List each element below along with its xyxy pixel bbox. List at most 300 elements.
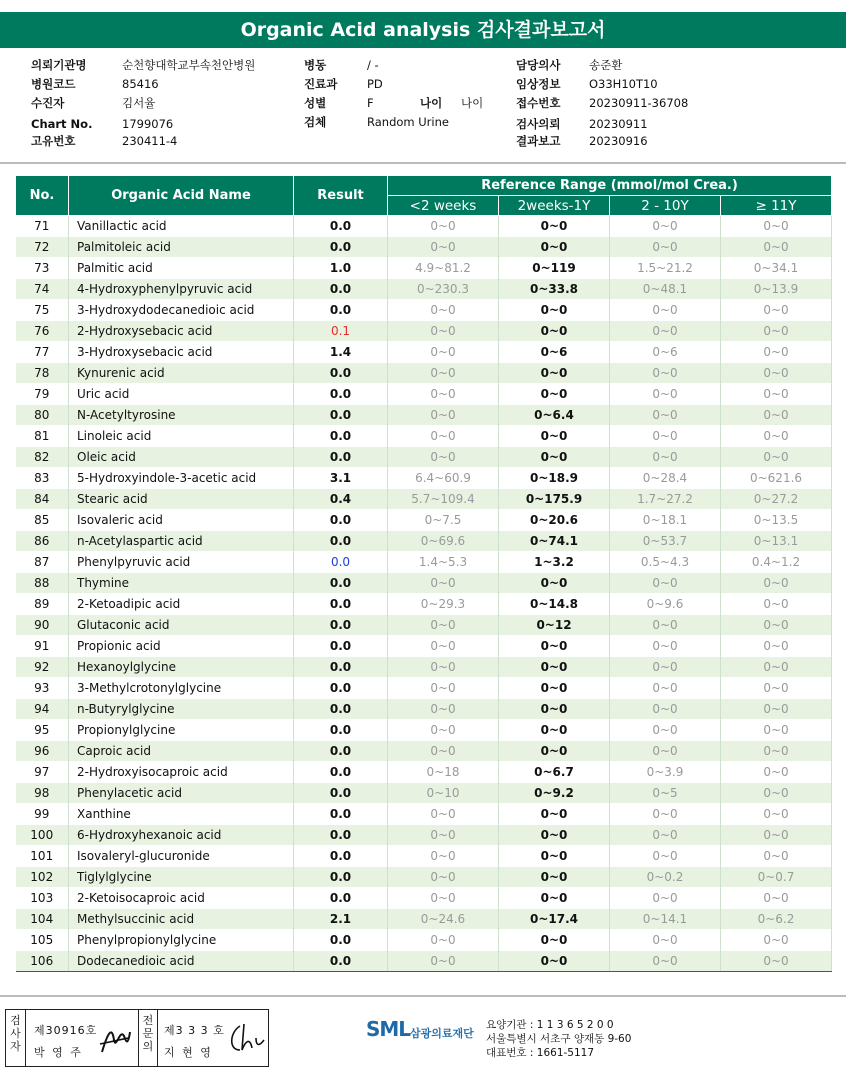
row-number: 86 [16,531,69,552]
table-row [16,279,832,300]
row-number: 102 [16,867,69,888]
acid-name: n-Butyrylglycine [69,699,294,720]
ref-range-11y-plus: 0~0 [721,384,832,405]
col-header-no: No. [16,176,69,216]
acid-name: Propionic acid [69,636,294,657]
result-value: 1.4 [294,342,388,363]
acid-name: 2-Hydroxyisocaproic acid [69,762,294,783]
ref-range-11y-plus: 0~0 [721,636,832,657]
ref-range-under-2-weeks: 0~0 [388,426,499,447]
ref-range-under-2-weeks: 0~0 [388,888,499,909]
ref-range-11y-plus: 0~0 [721,405,832,426]
ref-range-2-10y: 0~0 [610,657,721,678]
ref-range-2weeks-1y: 0~0 [499,804,610,825]
ref-range-11y-plus: 0~0 [721,951,832,972]
ref-range-2-10y: 1.5~21.2 [610,258,721,279]
label-patient: 수진자 [31,96,65,110]
ref-range-2weeks-1y: 0~0 [499,636,610,657]
row-number: 94 [16,699,69,720]
examiner-id: 제30916호 [34,1024,98,1037]
label-age: 나이 [420,96,443,110]
result-value: 0.0 [294,699,388,720]
ref-range-under-2-weeks: 0~0 [388,447,499,468]
ref-range-2-10y: 0~0 [610,720,721,741]
acid-name: Palmitic acid [69,258,294,279]
ref-range-under-2-weeks: 0~0 [388,363,499,384]
row-number: 93 [16,678,69,699]
ref-range-under-2-weeks: 0~0 [388,657,499,678]
result-value: 0.0 [294,279,388,300]
ref-range-11y-plus: 0~0 [721,321,832,342]
row-number: 95 [16,720,69,741]
ref-range-2weeks-1y: 0~0 [499,657,610,678]
row-number: 72 [16,237,69,258]
ref-range-2-10y: 0~0 [610,237,721,258]
ref-range-under-2-weeks: 0~0 [388,342,499,363]
ref-range-2-10y: 0~48.1 [610,279,721,300]
ref-range-2weeks-1y: 0~0 [499,321,610,342]
row-number: 99 [16,804,69,825]
ref-range-2-10y: 0~5 [610,783,721,804]
row-number: 73 [16,258,69,279]
ref-range-11y-plus: 0~0 [721,846,832,867]
ref-range-2weeks-1y: 0~0 [499,951,610,972]
ref-range-11y-plus: 0~0 [721,720,832,741]
table-row [16,783,832,804]
ref-range-11y-plus: 0~0 [721,762,832,783]
row-number: 103 [16,888,69,909]
row-number: 106 [16,951,69,972]
ref-range-2weeks-1y: 0~17.4 [499,909,610,930]
ref-range-under-2-weeks: 0~0 [388,867,499,888]
ref-range-2weeks-1y: 0~0 [499,384,610,405]
col-header-reference: Reference Range (mmol/mol Crea.) [388,176,832,196]
table-row [16,825,832,846]
label-specimen: 검체 [304,115,327,129]
ref-range-2weeks-1y: 0~0 [499,720,610,741]
col-header-range-4: ≥ 11Y [721,196,832,216]
table-row [16,951,832,972]
result-value: 0.0 [294,615,388,636]
value-report-date: 20230916 [589,134,648,148]
ref-range-11y-plus: 0~0 [721,216,832,237]
ref-range-2-10y: 0~0 [610,426,721,447]
ref-range-2-10y: 0~0 [610,615,721,636]
result-value [294,321,388,342]
acid-name: Methylsuccinic acid [69,909,294,930]
ref-range-under-2-weeks: 0~0 [388,216,499,237]
row-number: 78 [16,363,69,384]
row-number: 75 [16,300,69,321]
row-number: 88 [16,573,69,594]
ref-range-under-2-weeks: 0~0 [388,321,499,342]
result-value: 0.0 [294,846,388,867]
ref-range-under-2-weeks: 4.9~81.2 [388,258,499,279]
result-value: 0.0 [294,237,388,258]
reviewer-label: 전문의 [138,1010,158,1066]
result-value: 0.0 [294,300,388,321]
row-number: 91 [16,636,69,657]
table-row [16,237,832,258]
table-row [16,909,832,930]
table-row [16,573,832,594]
acid-name: n-Acetylaspartic acid [69,531,294,552]
ref-range-2-10y: 0~28.4 [610,468,721,489]
value-sex: F [367,96,374,110]
acid-name: N-Acetyltyrosine [69,405,294,426]
value-specimen: Random Urine [367,115,449,129]
label-report-date: 결과보고 [516,134,561,148]
ref-range-2-10y: 0~0 [610,573,721,594]
acid-name: Isovaleric acid [69,510,294,531]
ref-range-2-10y: 1.7~27.2 [610,489,721,510]
col-header-range-1: <2 weeks [388,196,499,216]
result-value: 0.0 [294,762,388,783]
label-hospital-code: 병원코드 [31,77,76,91]
ref-range-11y-plus: 0~0 [721,447,832,468]
ref-range-under-2-weeks: 0~0 [388,384,499,405]
ref-range-under-2-weeks: 0~0 [388,699,499,720]
ref-range-2-10y: 0~0 [610,699,721,720]
ref-range-11y-plus: 0~13.9 [721,279,832,300]
table-row [16,468,832,489]
table-row [16,636,832,657]
ref-range-2weeks-1y: 0~0 [499,678,610,699]
ref-range-2weeks-1y: 0~0 [499,930,610,951]
result-value: 0.0 [294,678,388,699]
result-value: 0.0 [294,720,388,741]
value-unique-no: 230411-4 [122,134,178,148]
result-value: 0.0 [294,804,388,825]
ref-range-2-10y: 0.5~4.3 [610,552,721,573]
ref-range-2weeks-1y: 0~33.8 [499,279,610,300]
acid-name: Oleic acid [69,447,294,468]
ref-range-11y-plus: 0~0 [721,426,832,447]
result-value: 0.0 [294,384,388,405]
label-request-date: 검사의뢰 [516,117,561,131]
value-patient: 김서율 [122,96,156,110]
ref-range-11y-plus: 0~0 [721,300,832,321]
institution-address: 서울특별시 서초구 양재동 9-60 [486,1033,632,1045]
result-value [294,552,388,573]
acid-name: 2-Ketoadipic acid [69,594,294,615]
examiner-signature [98,1022,132,1058]
row-number: 90 [16,615,69,636]
ref-range-2-10y: 0~0 [610,825,721,846]
institution-phone: 대표번호 : 1661-5117 [486,1047,595,1059]
sml-logo: SML [366,1017,411,1041]
result-value: 0.0 [294,867,388,888]
ref-range-2weeks-1y: 0~0 [499,699,610,720]
result-value: 0.0 [294,426,388,447]
ref-range-2-10y: 0~6 [610,342,721,363]
ref-range-2-10y: 0~0 [610,636,721,657]
header-divider [0,162,846,164]
acid-name: 3-Methylcrotonylglycine [69,678,294,699]
ref-range-11y-plus: 0~0 [721,783,832,804]
value-clinical-info: O33H10T10 [589,77,658,91]
result-value: 0.0 [294,447,388,468]
value-institution: 순천향대학교부속천안병원 [122,58,256,72]
table-row [16,405,832,426]
ref-range-11y-plus: 0~621.6 [721,468,832,489]
examiner-name: 박 영 주 [34,1046,83,1059]
row-number: 92 [16,657,69,678]
ref-range-11y-plus: 0~0 [721,594,832,615]
row-number: 98 [16,783,69,804]
row-number: 71 [16,216,69,237]
table-row [16,489,832,510]
table-row [16,741,832,762]
table-row [16,363,832,384]
row-number: 79 [16,384,69,405]
label-sex: 성별 [304,96,327,110]
ref-range-under-2-weeks: 0~18 [388,762,499,783]
ref-range-11y-plus: 0~0 [721,342,832,363]
table-row [16,300,832,321]
acid-name: Caproic acid [69,741,294,762]
ref-range-11y-plus: 0~0 [721,657,832,678]
ref-range-2-10y: 0~0 [610,405,721,426]
ref-range-11y-plus: 0~13.1 [721,531,832,552]
acid-name: 3-Hydroxysebacic acid [69,342,294,363]
acid-name: 2-Ketoisocaproic acid [69,888,294,909]
table-row [16,447,832,468]
result-value: 0.0 [294,741,388,762]
table-row [16,699,832,720]
table-row [16,720,832,741]
table-row [16,384,832,405]
acid-name: Uric acid [69,384,294,405]
acid-name: Palmitoleic acid [69,237,294,258]
ref-range-11y-plus: 0~0 [721,888,832,909]
label-chart-no: Chart No. [31,117,93,131]
result-value: 2.1 [294,909,388,930]
ref-range-2weeks-1y: 0~6.7 [499,762,610,783]
col-header-range-3: 2 - 10Y [610,196,721,216]
result-flag-low: 0.0 [330,555,351,569]
acid-name: Glutaconic acid [69,615,294,636]
ref-range-11y-plus: 0~0 [721,615,832,636]
row-number: 76 [16,321,69,342]
ref-range-11y-plus: 0~0 [721,678,832,699]
row-number: 97 [16,762,69,783]
row-number: 82 [16,447,69,468]
acid-name: Phenylpropionylglycine [69,930,294,951]
result-value: 0.0 [294,825,388,846]
ref-range-2weeks-1y: 0~12 [499,615,610,636]
ref-range-2-10y: 0~0 [610,363,721,384]
table-row [16,615,832,636]
result-value: 0.0 [294,636,388,657]
label-department: 진료과 [304,77,338,91]
table-row [16,552,832,573]
patient-info [0,56,846,152]
ref-range-2weeks-1y: 1~3.2 [499,552,610,573]
result-value: 3.1 [294,468,388,489]
ref-range-under-2-weeks: 6.4~60.9 [388,468,499,489]
value-chart-no: 1799076 [122,117,174,131]
ref-range-under-2-weeks: 5.7~109.4 [388,489,499,510]
ref-range-2-10y: 0~0.2 [610,867,721,888]
ref-range-under-2-weeks: 0~0 [388,951,499,972]
ref-range-under-2-weeks: 0~0 [388,300,499,321]
acid-name: Tiglylglycine [69,867,294,888]
ref-range-2-10y: 0~0 [610,321,721,342]
label-unique-no: 고유번호 [31,134,76,148]
value-receipt-no: 20230911-36708 [589,96,689,110]
result-value: 0.0 [294,573,388,594]
ref-range-under-2-weeks: 0~0 [388,720,499,741]
ref-range-2weeks-1y: 0~0 [499,447,610,468]
ref-range-2-10y: 0~0 [610,930,721,951]
ref-range-2-10y: 0~0 [610,300,721,321]
table-row [16,510,832,531]
ref-range-11y-plus: 0~0 [721,825,832,846]
ref-range-under-2-weeks: 0~230.3 [388,279,499,300]
ref-range-under-2-weeks: 0~0 [388,741,499,762]
value-ward: / - [367,58,379,72]
row-number: 87 [16,552,69,573]
ref-range-2-10y: 0~0 [610,741,721,762]
ref-range-2-10y: 0~0 [610,384,721,405]
acid-name: Vanillactic acid [69,216,294,237]
footer-divider [0,995,846,997]
ref-range-11y-plus: 0~6.2 [721,909,832,930]
footer [0,1005,846,1073]
row-number: 105 [16,930,69,951]
ref-range-2-10y: 0~14.1 [610,909,721,930]
result-value: 0.0 [294,951,388,972]
ref-range-11y-plus: 0~0 [721,699,832,720]
row-number: 100 [16,825,69,846]
acid-name: 6-Hydroxyhexanoic acid [69,825,294,846]
ref-range-2weeks-1y: 0~6.4 [499,405,610,426]
table-row [16,594,832,615]
result-value: 0.0 [294,888,388,909]
result-value: 0.0 [294,405,388,426]
acid-name: Kynurenic acid [69,363,294,384]
ref-range-2weeks-1y: 0~0 [499,363,610,384]
report-title: Organic Acid analysis 검사결과보고서 [0,12,846,48]
ref-range-2-10y: 0~0 [610,678,721,699]
ref-range-2weeks-1y: 0~0 [499,846,610,867]
col-header-range-2: 2weeks-1Y [499,196,610,216]
ref-range-under-2-weeks: 0~0 [388,615,499,636]
ref-range-2-10y: 0~0 [610,888,721,909]
acid-name: Dodecanedioic acid [69,951,294,972]
col-header-result: Result [294,176,388,216]
ref-range-2-10y: 0~53.7 [610,531,721,552]
ref-range-under-2-weeks: 0~0 [388,405,499,426]
ref-range-11y-plus: 0~34.1 [721,258,832,279]
row-number: 89 [16,594,69,615]
examiner-label: 검사자 [6,1010,26,1066]
value-hospital-code: 85416 [122,77,159,91]
ref-range-under-2-weeks: 1.4~5.3 [388,552,499,573]
row-number: 83 [16,468,69,489]
row-number: 74 [16,279,69,300]
result-value: 0.0 [294,363,388,384]
row-number: 80 [16,405,69,426]
ref-range-2weeks-1y: 0~20.6 [499,510,610,531]
table-row [16,342,832,363]
ref-range-under-2-weeks: 0~24.6 [388,909,499,930]
ref-range-2weeks-1y: 0~74.1 [499,531,610,552]
acid-name: Phenylpyruvic acid [69,552,294,573]
acid-name: 2-Hydroxysebacic acid [69,321,294,342]
label-doctor: 담당의사 [516,58,561,72]
ref-range-2weeks-1y: 0~0 [499,867,610,888]
label-ward: 병동 [304,58,327,72]
acid-name: 3-Hydroxydodecanedioic acid [69,300,294,321]
row-number: 96 [16,741,69,762]
ref-range-2-10y: 0~0 [610,846,721,867]
ref-range-2weeks-1y: 0~0 [499,300,610,321]
result-value: 0.0 [294,510,388,531]
ref-range-under-2-weeks: 0~0 [388,573,499,594]
acid-name: 4-Hydroxyphenylpyruvic acid [69,279,294,300]
table-row [16,216,832,237]
result-value: 0.0 [294,531,388,552]
ref-range-under-2-weeks: 0~69.6 [388,531,499,552]
ref-range-11y-plus: 0~0 [721,741,832,762]
label-clinical-info: 임상정보 [516,77,561,91]
ref-range-2weeks-1y: 0~14.8 [499,594,610,615]
acid-name: Linoleic acid [69,426,294,447]
ref-range-2-10y: 0~0 [610,804,721,825]
result-value: 0.0 [294,594,388,615]
institution-code: 요양기관 : 1 1 3 6 5 2 0 0 [486,1019,614,1031]
ref-range-2-10y: 0~0 [610,216,721,237]
ref-range-under-2-weeks: 0~10 [388,783,499,804]
ref-range-under-2-weeks: 0~0 [388,930,499,951]
result-value: 1.0 [294,258,388,279]
row-number: 85 [16,510,69,531]
ref-range-under-2-weeks: 0~0 [388,678,499,699]
ref-range-under-2-weeks: 0~0 [388,825,499,846]
label-receipt-no: 접수번호 [516,96,561,110]
label-institution: 의뢰기관명 [31,58,87,72]
ref-range-2weeks-1y: 0~0 [499,237,610,258]
ref-range-11y-plus: 0.4~1.2 [721,552,832,573]
value-doctor: 송준환 [589,58,623,72]
table-row [16,657,832,678]
row-number: 81 [16,426,69,447]
result-value: 0.0 [294,930,388,951]
ref-range-under-2-weeks: 0~7.5 [388,510,499,531]
ref-range-11y-plus: 0~0 [721,237,832,258]
table-row [16,888,832,909]
table-row [16,930,832,951]
result-value: 0.4 [294,489,388,510]
acid-name: Stearic acid [69,489,294,510]
signature-box [5,1009,269,1067]
reviewer-id: 제3 3 3 호 [164,1024,225,1037]
value-request-date: 20230911 [589,117,648,131]
result-value: 0.0 [294,657,388,678]
ref-range-2weeks-1y: 0~0 [499,426,610,447]
ref-range-11y-plus: 0~0 [721,363,832,384]
table-row [16,804,832,825]
row-number: 104 [16,909,69,930]
result-value: 0.0 [294,783,388,804]
value-department: PD [367,77,383,91]
ref-range-11y-plus: 0~0 [721,804,832,825]
ref-range-2weeks-1y: 0~6 [499,342,610,363]
acid-name: Thymine [69,573,294,594]
ref-range-2weeks-1y: 0~0 [499,888,610,909]
